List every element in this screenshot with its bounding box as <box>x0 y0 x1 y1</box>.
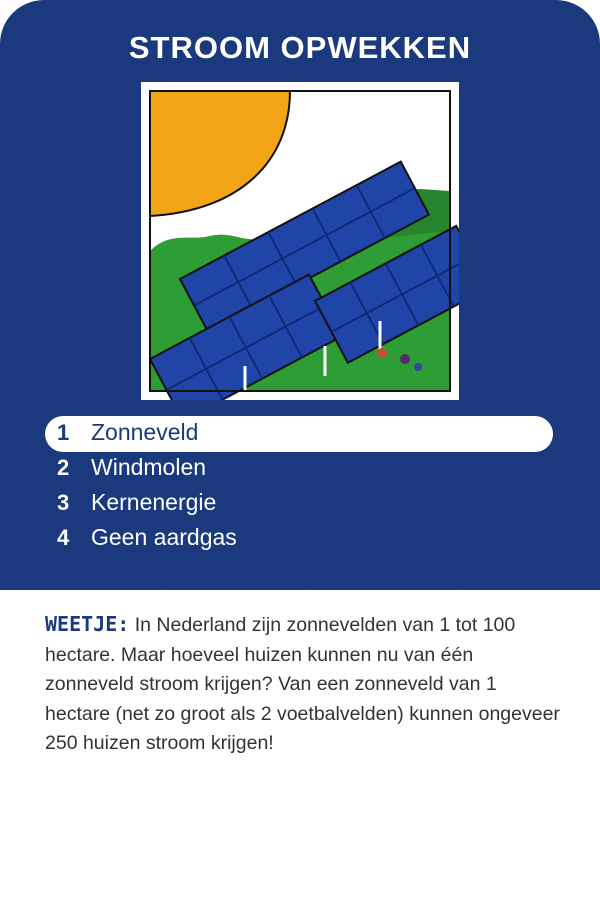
fact-text: In Nederland zijn zonnevelden van 1 tot 100 hectare. Maar hoeveel huizen kunnen nu van één zonneveld stroom krijgen? Van een zonneveld van 1 hectare (net zo groot als 2 voetbalvelden) kunnen ongeveer 250 huizen stroom krijgen! <box>45 614 560 754</box>
option-label: Geen aardgas <box>91 524 237 550</box>
option-number: 4 <box>57 525 70 550</box>
option-geen-aardgas[interactable] <box>45 521 553 557</box>
torn-edge <box>0 560 600 600</box>
option-label: Windmolen <box>91 454 207 480</box>
card-title: STROOM OPWEKKEN <box>128 30 472 65</box>
option-zonneveld[interactable] <box>45 416 553 452</box>
option-kernenergie[interactable] <box>45 486 553 522</box>
fact-lead: WEETJE: <box>45 612 130 636</box>
option-number: 2 <box>57 455 70 480</box>
solar-field-illustration <box>141 82 459 400</box>
option-number: 3 <box>57 490 70 515</box>
option-label: Zonneveld <box>91 419 199 445</box>
option-windmolen[interactable] <box>45 451 553 487</box>
option-number: 1 <box>57 420 70 445</box>
option-label: Kernenergie <box>91 489 217 515</box>
fact-box <box>45 610 565 759</box>
